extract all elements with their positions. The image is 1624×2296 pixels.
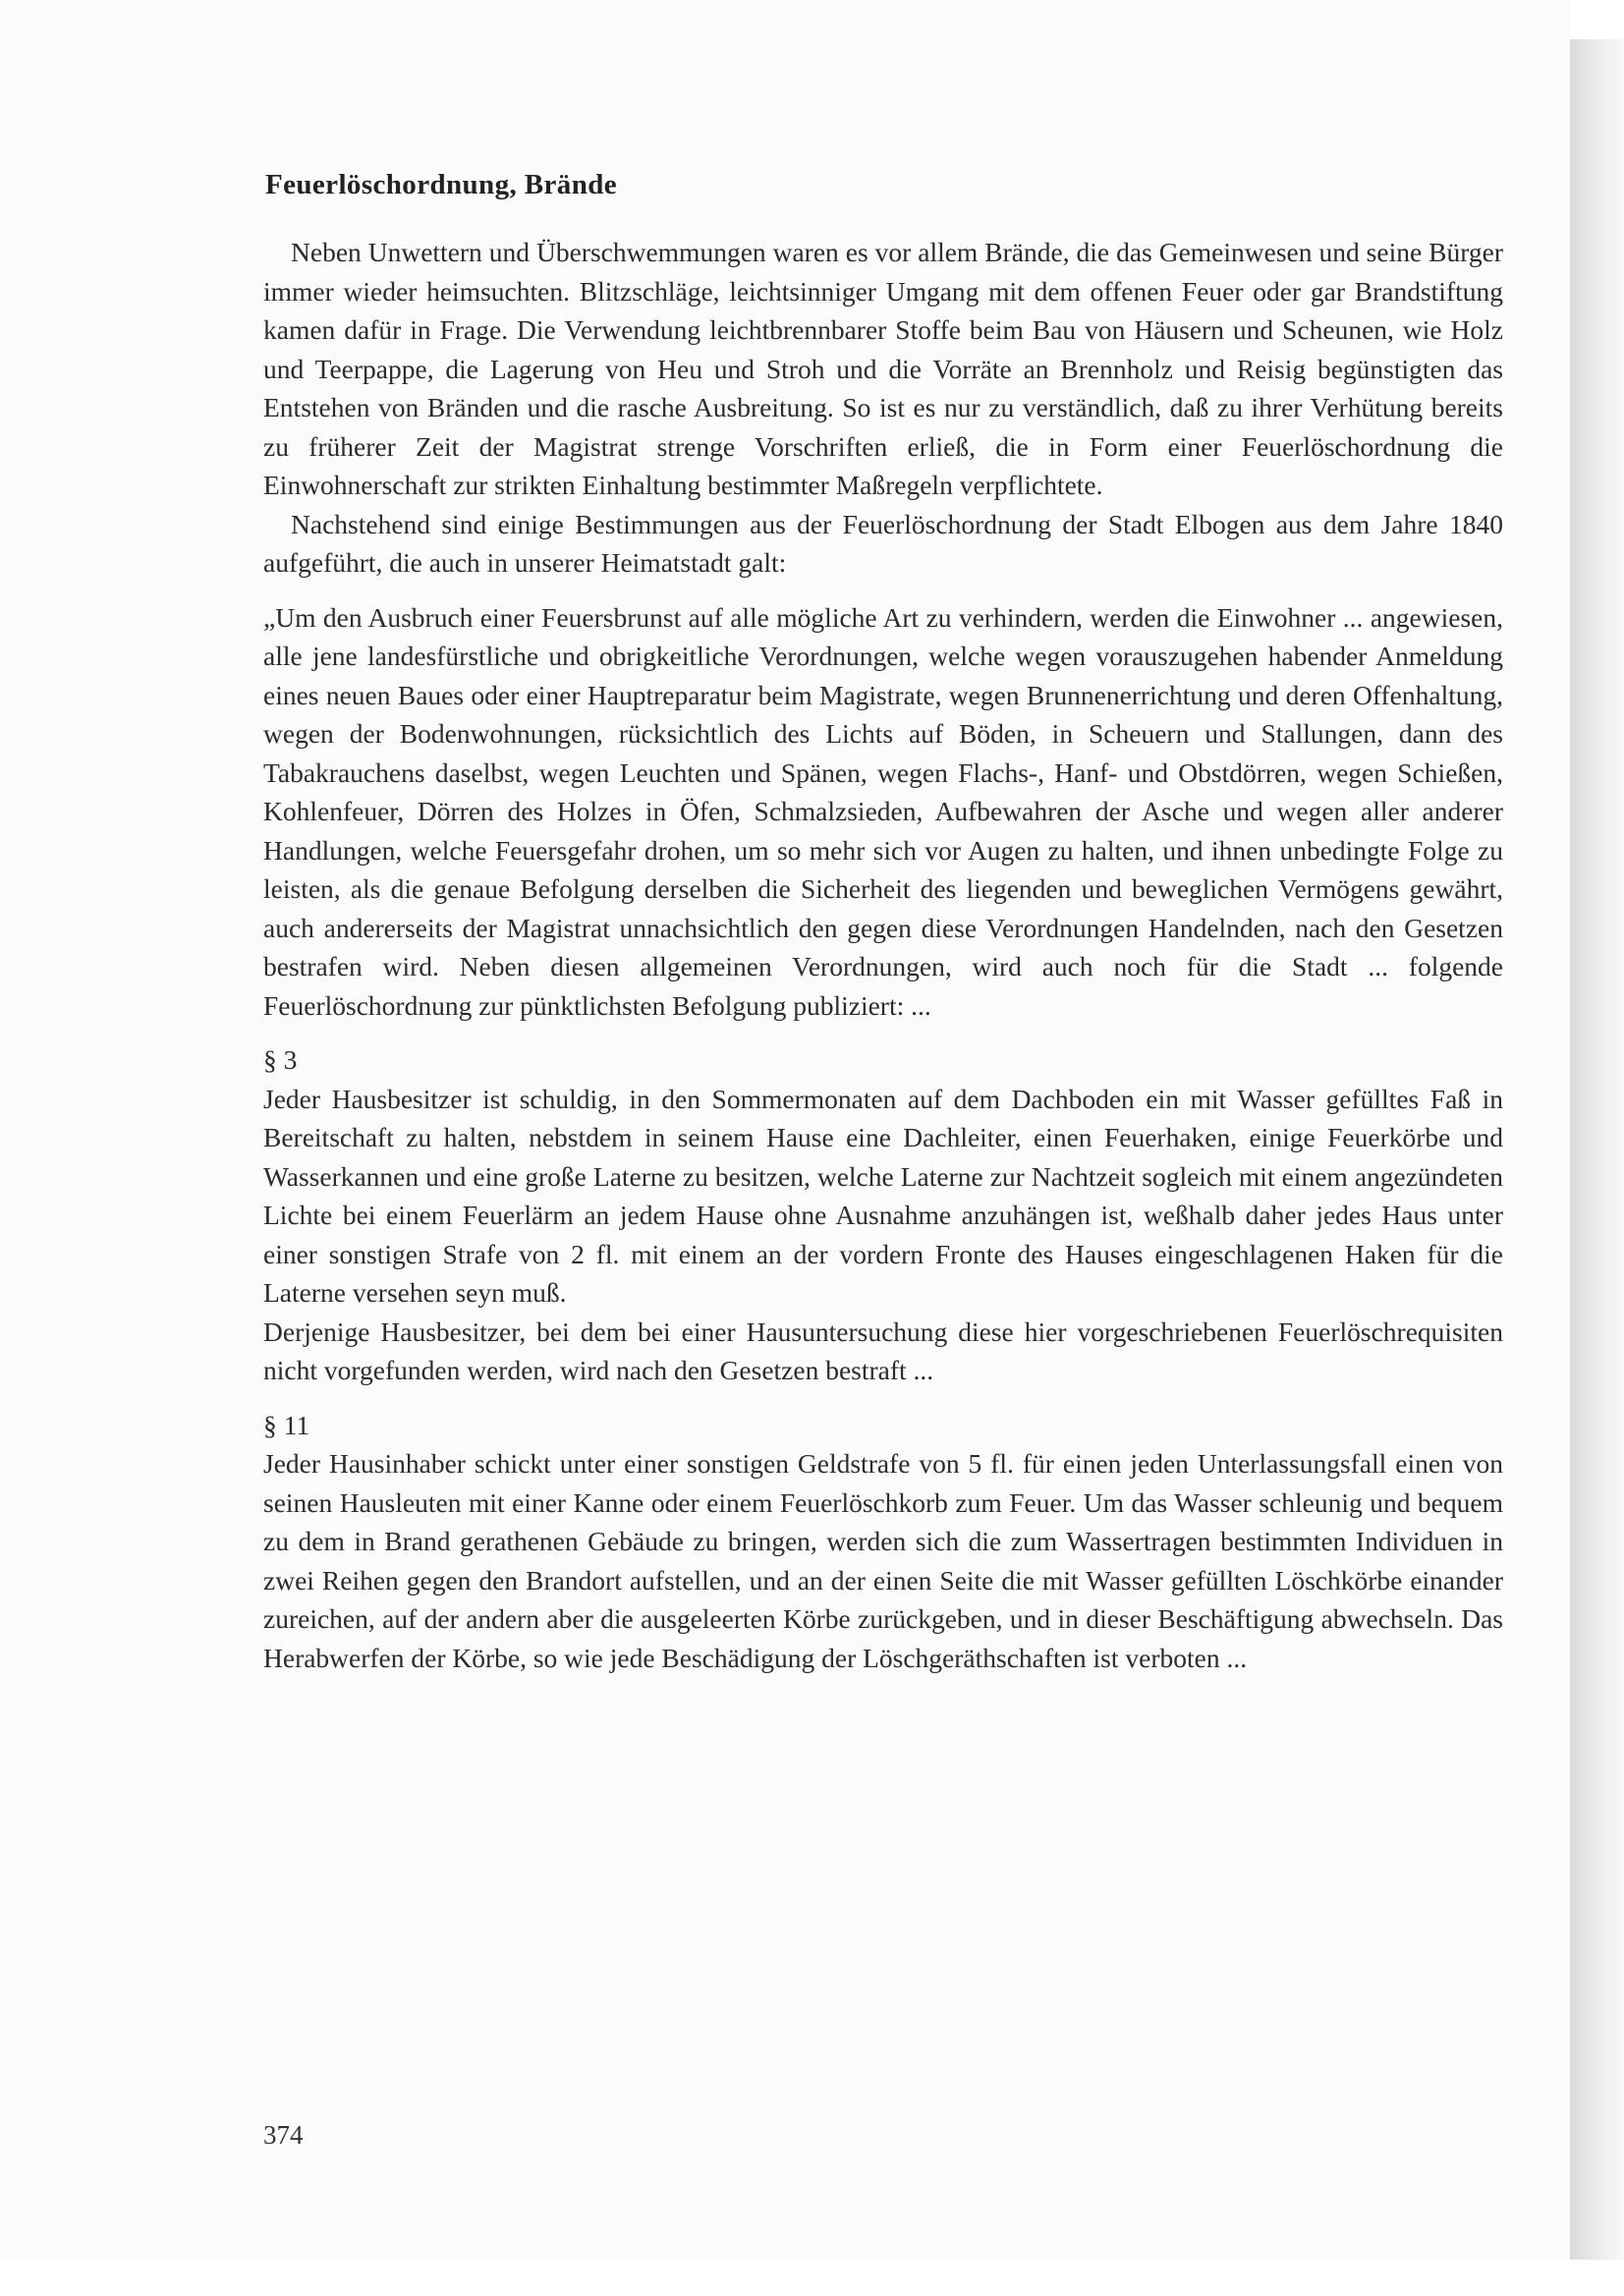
section-3-mark: § 3 — [263, 1044, 298, 1075]
section-3-paragraph: Jeder Hausbesitzer ist schuldig, in den Sommermonaten auf dem Dachboden ein mit Wasser gefülltes Faß in Bereitschaft zu halten, nebstdem in seinem Hause eine Dachleiter, einen Feuerhaken, einige Feuerkörbe und Wasserkannen und eine große Laterne zu besitzen, welche Laterne zur Nachtzeit sogleich mit einem angezündeten Lichte bei einem Feuerlärm an jedem Hause ohne Ausnahme anzuhängen ist, weßhalb daher jedes Haus unter einer sonstigen Strafe von 2 fl. mit einem an der vordern Fronte des Hauses eingeschlagenen Haken für die Laterne versehen seyn muß. — [263, 1083, 1503, 1308]
page-gutter-shadow — [1570, 39, 1624, 2260]
page-number: 374 — [263, 2120, 304, 2150]
page-text — [263, 169, 1503, 1677]
intro-paragraph: Neben Unwettern und Überschwemmungen waren es vor allem Brände, die das Gemeinwesen und seine Bürger immer wieder heimsuchten. Blitzschläge, leichtsinniger Umgang mit dem offenen Feuer oder gar Brandstiftung kamen dafür in Frage. Die Verwendung leichtbrennbarer Stoffe beim Bau von Häusern und Scheunen, wie Holz und Teerpappe, die Lagerung von Heu und Stroh und die Vorräte an Brennholz und Reisig begünstigten das Entstehen von Bränden und die rasche Ausbreitung. So ist es nur zu verständlich, daß zu ihrer Verhütung bereits zu früherer Zeit der Magistrat strenge Vorschriften erließ, die in Form einer Feuerlöschordnung die Einwohnerschaft zur strikten Einhaltung bestimmter Maßregeln verpflichtete. — [263, 237, 1503, 500]
lead-in-paragraph: Nachstehend sind einige Bestimmungen aus der Feuerlöschordnung der Stadt Elbogen aus dem Jahre 1840 aufgeführt, die auch in unserer Heimatstadt galt: — [263, 508, 1503, 578]
scan-margin — [0, 2260, 1624, 2296]
section-11-paragraph: Jeder Hausinhaber schickt unter einer sonstigen Geldstrafe von 5 fl. für einen jeden Unterlassungsfall einen von seinen Hausleuten mit einer Kanne oder einem Feuerlöschkorb zum Feuer. Um das Wasser schleunig und bequem zu dem in Brand gerathenen Gebäude zu bringen, werden sich die zum Wassertragen bestimmten Individuen in zwei Reihen gegen den Brandort aufstellen, und an der einen Seite die mit Wasser gefüllten Löschkörbe einander zureichen, auf der andern aber die ausgeleerten Körbe zurückgeben, und in dieser Beschäftigung abwechseln. Das Herabwerfen der Körbe, so wie jede Beschädigung der Löschgeräthschaften ist verboten ... — [263, 1448, 1503, 1673]
section-11-mark: § 11 — [263, 1409, 310, 1440]
section-3-penalty-paragraph: Derjenige Hausbesitzer, bei dem bei einer Hausuntersuchung diese hier vorgeschriebenen Feuerlöschrequisiten nicht vorgefunden werden, wird nach den Gesetzen bestraft ... — [263, 1316, 1503, 1385]
section-heading: Feuerlöschordnung, Brände — [265, 169, 618, 200]
quote-paragraph: „Um den Ausbruch einer Feuersbrunst auf alle mögliche Art zu verhindern, werden die Einwohner ... angewiesen, alle jene landesfürstliche und obrigkeitliche Verordnungen, welche wegen vorauszugehen habender Anmeldung eines neuen Baues oder einer Hauptreparatur beim Magistrate, wegen Brunnenerrichtung und deren Offenhaltung, wegen der Bodenwohnungen, rücksichtlich des Lichts auf Böden, in Scheuern und Stallungen, dann des Tabakrauchens daselbst, wegen Leuchten und Spänen, wegen Flachs-, Hanf- und Obstdörren, wegen Schießen, Kohlenfeuer, Dörren des Holzes in Öfen, Schmalzsieden, Aufbewahren der Asche und wegen aller anderer Handlungen, welche Feuersgefahr drohen, um so mehr sich vor Augen zu halten, und ihnen unbedingte Folge zu leisten, als die genaue Befolgung derselben die Sicherheit des liegenden und beweglichen Vermögens gewährt, auch andererseits der Magistrat unnachsichtlich den gegen diese Verordnungen Handelnden, nach den Gesetzen bestrafen wird. Neben diesen allgemeinen Verordnungen, wird auch noch für die Stadt ... folgende Feuerlöschordnung zur pünktlichsten Befolgung publiziert: ... — [263, 601, 1503, 1021]
